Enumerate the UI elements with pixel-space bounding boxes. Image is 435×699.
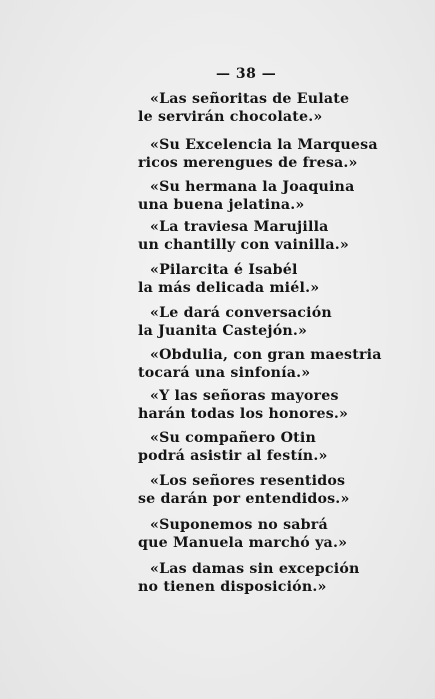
- verse-line: una buena jelatina.»: [138, 197, 305, 213]
- verse-line: harán todas los honores.»: [138, 406, 349, 422]
- verse-line: «Su compañero Otin: [150, 430, 317, 446]
- verse-line: «Las señoritas de Eulate: [150, 91, 350, 107]
- verse-line: podrá asistir al festín.»: [138, 448, 328, 464]
- verse-line: «Suponemos no sabrá: [150, 517, 328, 533]
- verse-line: «Le dará conversación: [150, 305, 332, 321]
- verse-line: la Juanita Castejón.»: [138, 323, 308, 339]
- verse-line: «Pilarcita é Isabél: [150, 262, 298, 278]
- verse-line: tocará una sinfonía.»: [138, 365, 311, 381]
- verse-line: la más delicada miél.»: [138, 280, 320, 296]
- verse-line: no tienen disposición.»: [138, 579, 327, 595]
- verse-line: «Su hermana la Joaquina: [150, 179, 355, 195]
- page-number: — 38 —: [216, 66, 277, 82]
- verse-line: ricos merengues de fresa.»: [138, 155, 358, 171]
- verse-line: «Y las señoras mayores: [150, 388, 339, 404]
- verse-line: se darán por entendidos.»: [138, 491, 350, 507]
- verse-line: «Las damas sin excepción: [150, 561, 360, 577]
- verse-line: «Su Excelencia la Marquesa: [150, 137, 378, 153]
- verse-line: le servirán chocolate.»: [138, 109, 323, 125]
- verse-line: «Obdulia, con gran maestria: [150, 347, 382, 363]
- verse-line: un chantilly con vainilla.»: [138, 237, 350, 253]
- verse-line: que Manuela marchó ya.»: [138, 535, 348, 551]
- verse-line: «La traviesa Marujilla: [150, 219, 329, 235]
- verse-line: «Los señores resentidos: [150, 473, 346, 489]
